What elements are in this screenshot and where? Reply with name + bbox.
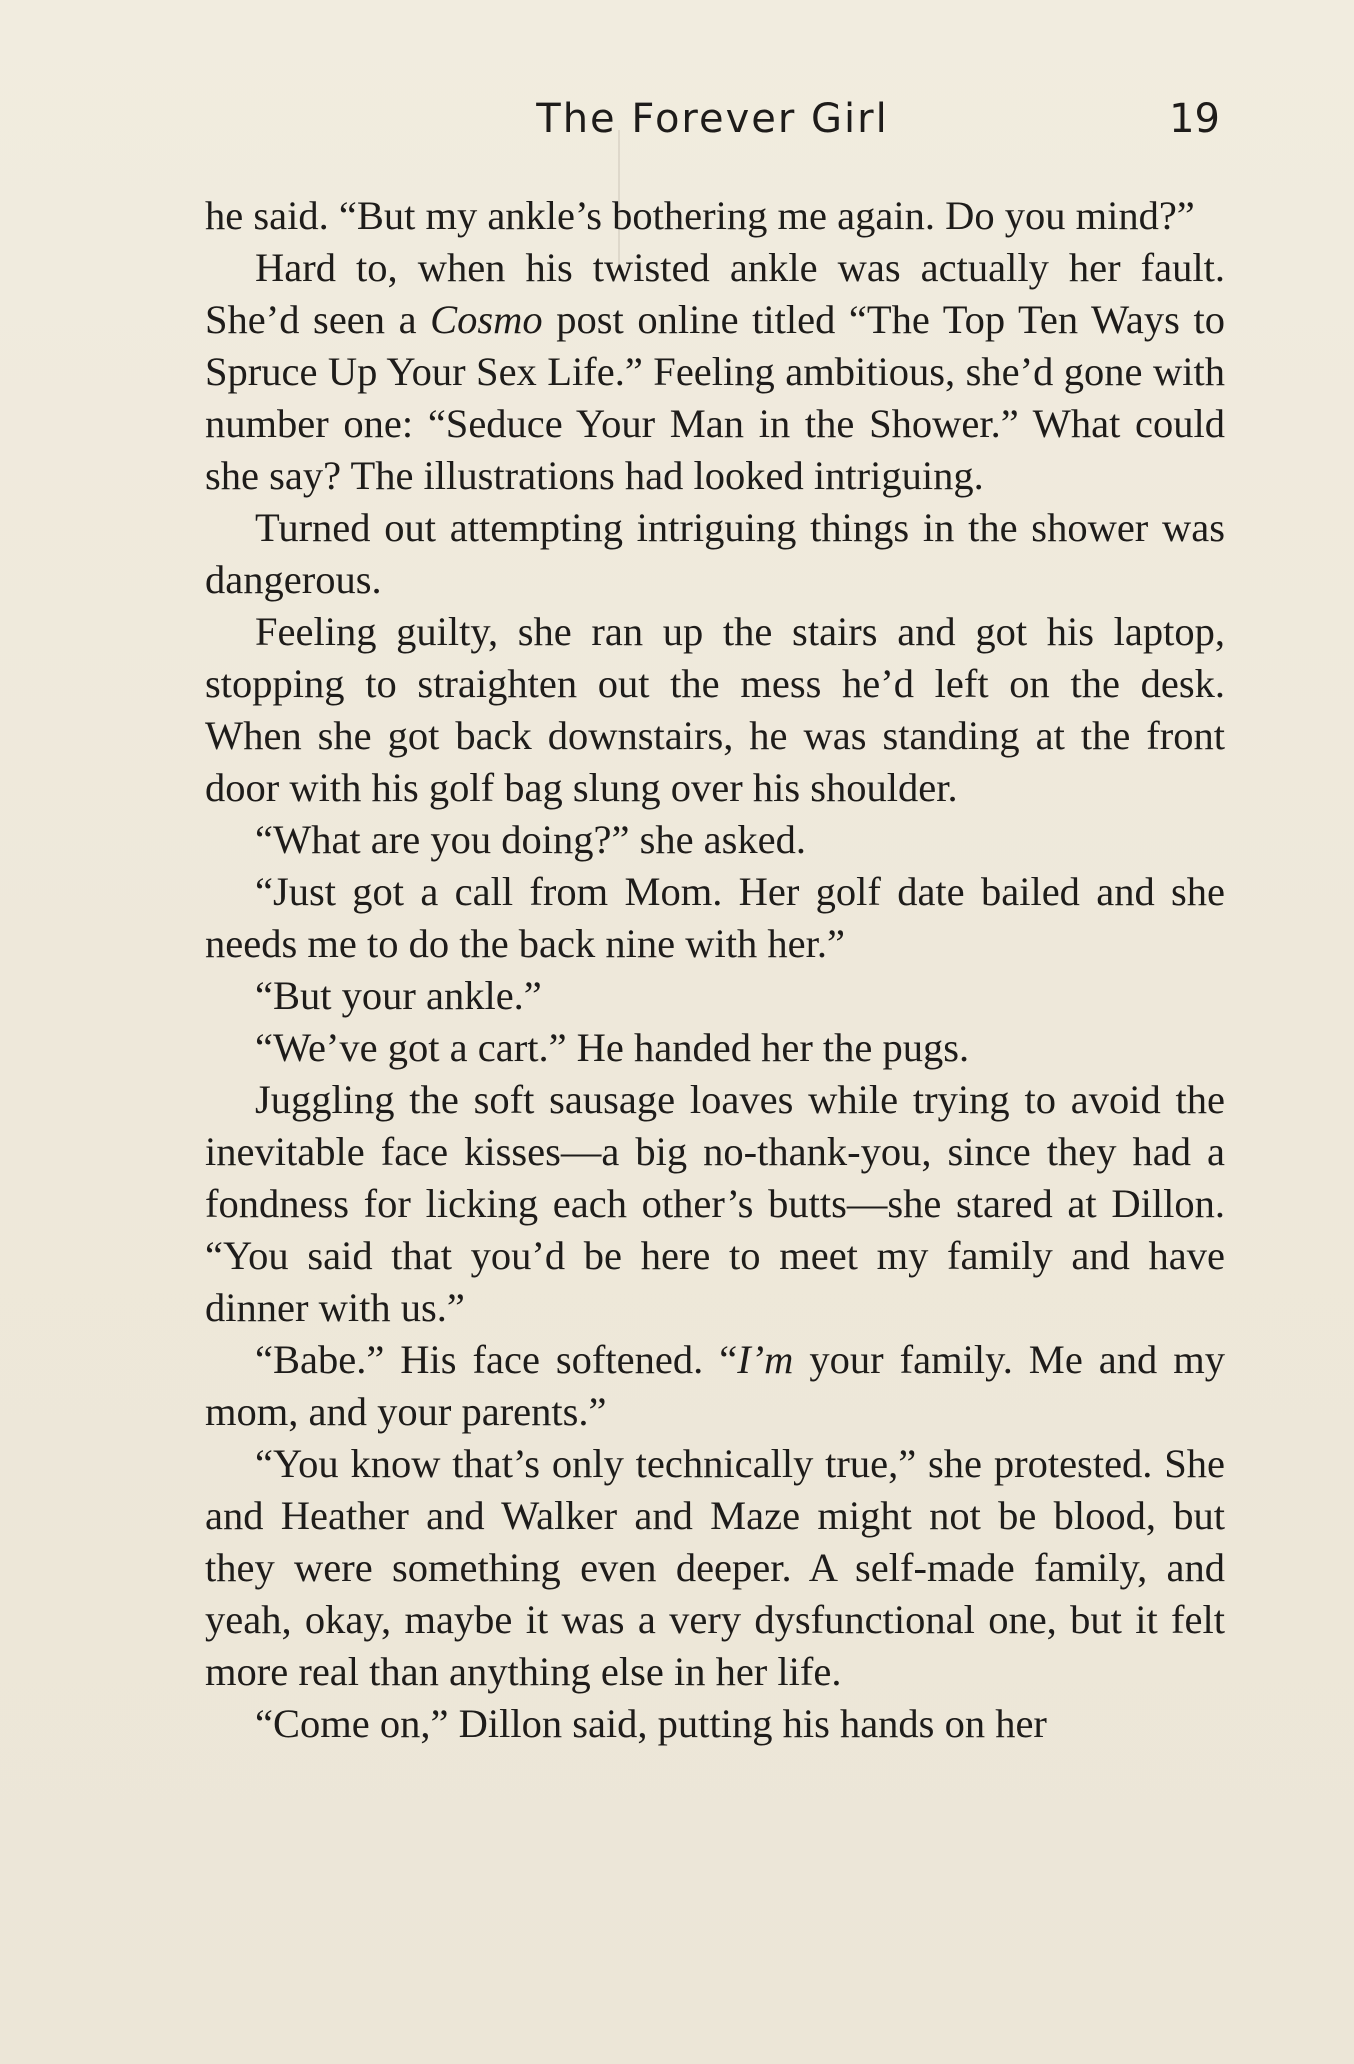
paragraph — [205, 606, 1225, 814]
text-run: Feeling guilty, she ran up the stairs and got his laptop, stopping to straighten out the mess he’d left on the desk. When she got back downstairs, he was standing at the front door with his golf bag slung over his shoulder. — [205, 609, 1225, 810]
text-run: Turned out attempting intriguing things in the shower was dangerous. — [205, 505, 1225, 602]
running-header — [205, 96, 1220, 156]
paragraph — [205, 1022, 1225, 1074]
paragraph — [205, 814, 1225, 866]
text-run: he said. “But my ankle’s bothering me again. Do you mind?” — [205, 193, 1195, 238]
paragraph — [205, 1698, 1225, 1750]
text-run: your family. Me and my mom, and your parents.” — [205, 1337, 1225, 1434]
text-run: “We’ve got a cart.” He handed her the pugs. — [255, 1025, 970, 1070]
text-run: “What are you doing?” she asked. — [255, 817, 807, 862]
text-run: Juggling the soft sausage loaves while trying to avoid the inevitable face kisses—a big no-thank-you, since they had a fondness for licking each other’s butts—she stared at Dillon. “You said that you’d be here to meet my family and have dinner with us.” — [205, 1077, 1225, 1330]
paragraph — [205, 242, 1225, 502]
text-run: “You know that’s only technically true,” she protested. She and Heather and Walker and Maze might not be blood, but they were something even deeper. A self-made family, and yeah, okay, maybe it was a very dysfunctional one, but it felt more real than anything else in her life. — [205, 1441, 1225, 1694]
text-run: “But your ankle.” — [255, 973, 542, 1018]
paragraph — [205, 1334, 1225, 1438]
body-text — [205, 190, 1225, 1750]
text-run: “Babe.” His face softened. “ — [255, 1337, 738, 1382]
paragraph — [205, 1074, 1225, 1334]
italic-text: Cosmo — [430, 297, 543, 342]
running-title: The Forever Girl — [536, 96, 889, 142]
paragraph — [205, 970, 1225, 1022]
text-run: “Come on,” Dillon said, putting his hands on her — [255, 1701, 1047, 1746]
text-run: Hard to, when his twisted ankle was actually her fault. She’d seen a — [205, 245, 1225, 342]
italic-text: I’m — [737, 1337, 794, 1382]
paragraph — [205, 1438, 1225, 1698]
paragraph — [205, 502, 1225, 606]
page-number: 19 — [1169, 96, 1220, 142]
paragraph — [205, 190, 1225, 242]
text-run: post online titled “The Top Ten Ways to Spruce Up Your Sex Life.” Feeling ambitious, she’d gone with number one: “Seduce Your Man in the Shower.” What could she say? The illustrations had looked intriguing. — [205, 297, 1225, 498]
text-run: “Just got a call from Mom. Her golf date bailed and she needs me to do the back nine with her.” — [205, 869, 1225, 966]
paragraph — [205, 866, 1225, 970]
